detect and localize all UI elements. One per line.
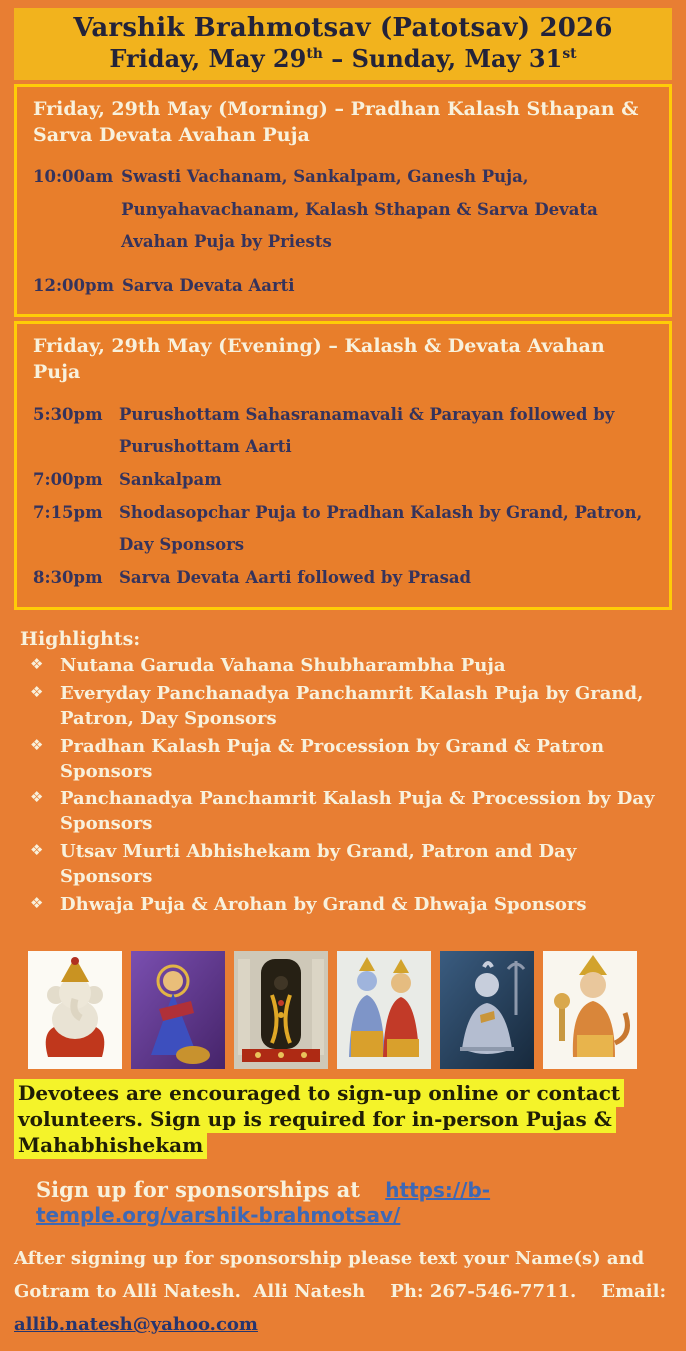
signup-notice: [14, 1080, 672, 1158]
schedule-time: 7:15pm: [33, 503, 103, 523]
deity-image-ram: [234, 951, 328, 1069]
flyer-header: [14, 8, 672, 80]
diamond-bullet-icon: ❖: [30, 841, 44, 860]
deity-image-durga: [131, 951, 225, 1069]
contact-text: After signing up for sponsorship please text your Name(s) and Gotram to Alli Natesh. Alli Natesh Ph: 267-546-7711. Email:: [14, 1247, 673, 1302]
deity-image-vishnu-lakshmi: [337, 951, 431, 1069]
schedule-time: 7:00pm: [33, 469, 103, 489]
highlight-item: [20, 735, 666, 785]
schedule-time: 12:00pm: [33, 275, 115, 295]
highlight-text: Everyday Panchanadya Panchamrit Kalash Puja by Grand, Patron, Day Sponsors: [60, 683, 644, 729]
highlight-item: [20, 682, 666, 732]
schedule-desc: Sarva Devata Aarti: [122, 275, 295, 295]
highlights-section: [14, 627, 672, 918]
email-link[interactable]: allib.natesh@yahoo.com: [14, 1314, 258, 1336]
diamond-bullet-icon: ❖: [30, 788, 44, 807]
schedule-time: 5:30pm: [33, 404, 103, 424]
highlight-item: [20, 840, 666, 890]
highlights-heading: Highlights:: [20, 627, 141, 650]
event-dates-part1: Friday, May 29: [109, 44, 307, 73]
event-dates-part2: – Sunday, May 31: [322, 44, 563, 73]
session-evening-schedule: [33, 399, 653, 595]
schedule-desc: Sankalpam: [119, 469, 222, 489]
highlight-text: Nutana Garuda Vahana Shubharambha Puja: [60, 655, 506, 677]
highlight-text: Panchanadya Panchamrit Kalash Puja & Procession by Day Sponsors: [60, 788, 655, 835]
schedule-row: [33, 270, 653, 302]
deity-image-ganesha: [28, 951, 122, 1069]
event-dates: [22, 44, 664, 73]
schedule-row: [33, 562, 653, 594]
schedule-time: 8:30pm: [33, 568, 103, 588]
schedule-row: [33, 497, 653, 561]
schedule-row: [33, 161, 653, 258]
schedule-desc: Sarva Devata Aarti followed by Prasad: [119, 568, 472, 588]
deity-image-hanuman: [543, 951, 637, 1069]
diamond-bullet-icon: ❖: [30, 683, 44, 702]
schedule-row: [33, 399, 653, 463]
signup-link[interactable]: https://b-temple.org/varshik-brahmotsav/: [36, 1177, 491, 1227]
session-morning-title: Friday, 29th May (Morning) – Pradhan Kalash Sthapan & Sarva Devata Avahan Puja: [33, 98, 639, 147]
session-morning-schedule: [33, 161, 653, 302]
highlight-item: [20, 893, 666, 918]
diamond-bullet-icon: ❖: [30, 655, 44, 674]
highlight-item: [20, 787, 666, 837]
session-morning-box: [14, 84, 672, 317]
schedule-desc: Swasti Vachanam, Sankalpam, Ganesh Puja, Punyahavachanam, Kalash Sthapan & Sarva Devata Avahan Puja by Priests: [121, 167, 598, 251]
session-evening-title: Friday, 29th May (Evening) – Kalash & Devata Avahan Puja: [33, 335, 605, 384]
diamond-bullet-icon: ❖: [30, 893, 44, 912]
diamond-bullet-icon: ❖: [30, 735, 44, 754]
schedule-desc: Shodasopchar Puja to Pradhan Kalash by Grand, Patron, Day Sponsors: [119, 503, 643, 555]
highlight-item: [20, 654, 666, 679]
signup-label: Sign up for sponsorships at: [36, 1176, 360, 1202]
highlight-text: Pradhan Kalash Puja & Procession by Grand & Patron Sponsors: [60, 735, 605, 782]
event-title: Varshik Brahmotsav (Patotsav) 2026: [73, 13, 613, 43]
sponsorship-signup-line: [14, 1177, 672, 1227]
schedule-time: 10:00am: [33, 167, 114, 187]
deity-images-row: [28, 951, 664, 1069]
deity-image-shiva: [440, 951, 534, 1069]
schedule-desc: Purushottam Sahasranamavali & Parayan followed by Purushottam Aarti: [119, 404, 615, 456]
signup-notice-highlight: Devotees are encouraged to sign-up online or contact volunteers. Sign up is required for in-person Pujas & Mahabhishekam: [14, 1079, 624, 1159]
contact-info: [14, 1242, 672, 1342]
date-superscript-st: st: [562, 46, 577, 62]
date-superscript-th: th: [306, 46, 323, 62]
highlight-text: Utsav Murti Abhishekam by Grand, Patron and Day Sponsors: [60, 841, 577, 887]
session-evening-box: [14, 321, 672, 609]
schedule-row: [33, 464, 653, 496]
highlight-text: Dhwaja Puja & Arohan by Grand & Dhwaja Sponsors: [60, 893, 587, 915]
